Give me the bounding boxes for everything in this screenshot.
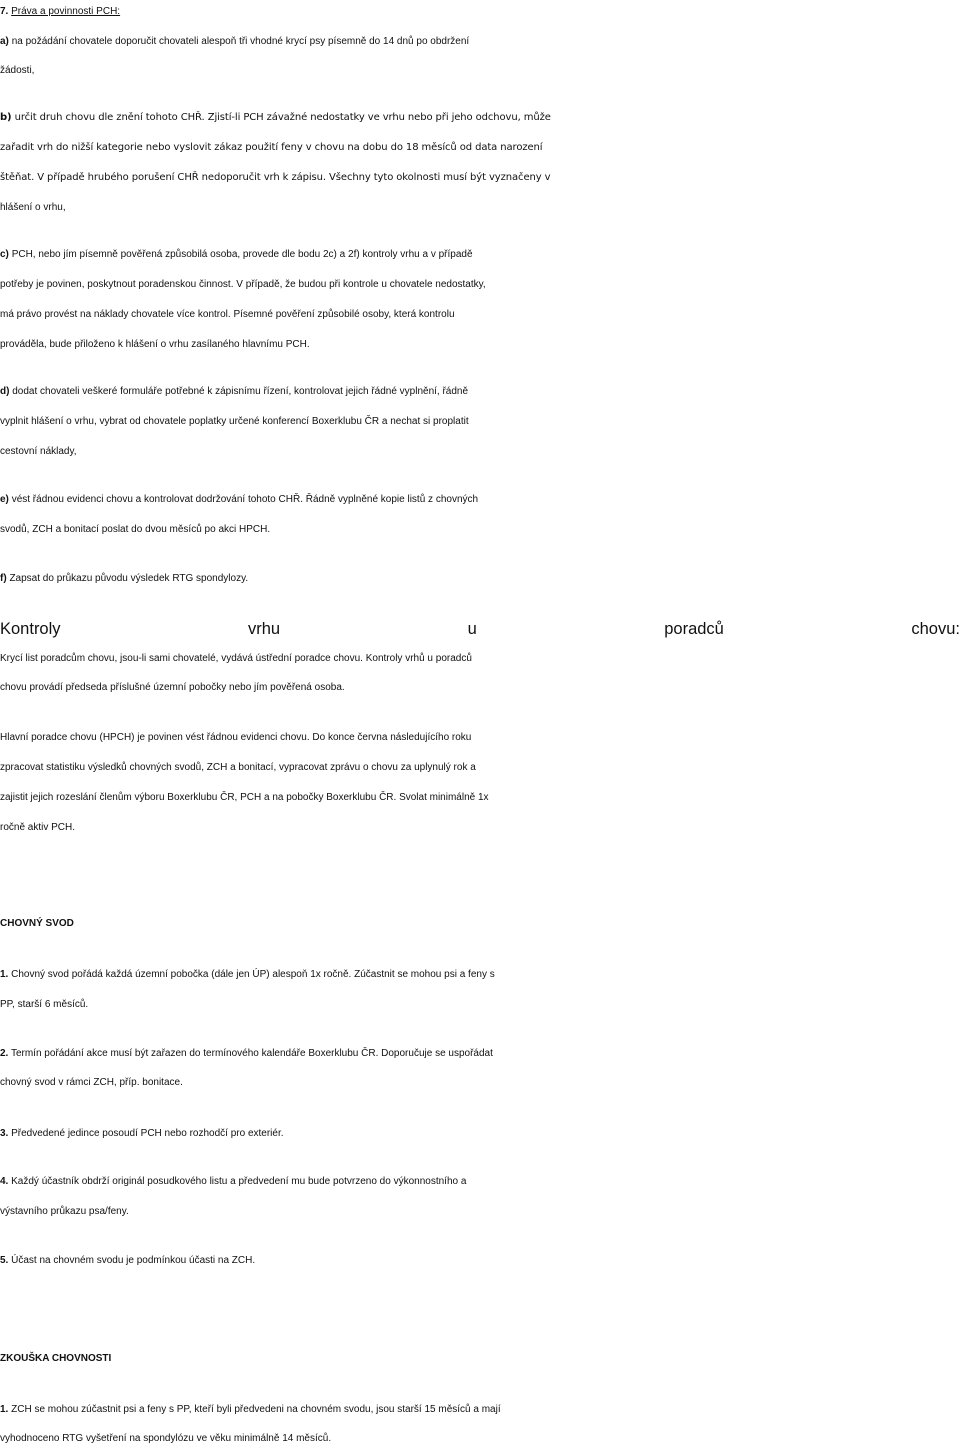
item-b-line-2: zařadit vrh do nižší kategorie nebo vyslovit zákaz použití feny v chovu na dobu do 18 měsíců od data narození <box>0 142 543 153</box>
item-text: vést řádnou evidenci chovu a kontrolovat dodržování tohoto CHŘ. Řádně vyplněné kopie listů z chovných <box>11 494 479 505</box>
svod-item-1-line-2: PP, starší 6 měsíců. <box>0 999 89 1010</box>
word: u <box>467 620 477 638</box>
word: Kontroly <box>0 620 61 638</box>
svod-item-2-line-1 <box>0 1044 960 1064</box>
hpch-line-3: zajistit jejich rozeslání členům výboru Boxerklubu ČR, PCH a na pobočky Boxerklubu ČR. Svolat minimálně 1x <box>0 792 489 803</box>
item-label: e) <box>0 494 9 505</box>
item-text: ZCH se mohou zúčastnit psi a feny s PP, kteří byli předvedeni na chovném svodu, jsou starší 15 měsíců a mají <box>11 1404 501 1415</box>
item-b-line-4: hlášení o vrhu, <box>0 202 66 213</box>
svod-item-1-line-1 <box>0 965 960 985</box>
item-label: f) <box>0 573 7 584</box>
item-text: dodat chovateli veškeré formuláře potřebné k zápisnímu řízení, kontrolovat jejich řádné vyplnění, řádně <box>12 386 469 397</box>
zkouska-heading: ZKOUŠKA CHOVNOSTI <box>0 1353 112 1364</box>
item-label: d) <box>0 386 10 397</box>
section-title: Práva a povinnosti PCH: <box>11 6 121 17</box>
item-text: PCH, nebo jím písemně pověřená způsobilá osoba, provede dle bodu 2c) a 2f) kontroly vrhu a v případě <box>11 249 473 260</box>
hpch-line-2: zpracovat statistiku výsledků chovných svodů, ZCH a bonitací, vypracovat zprávu o chovu za uplynulý rok a <box>0 762 476 773</box>
item-d-line-3: cestovní náklady, <box>0 446 77 457</box>
kontroly-line-2: Krycí list poradcům chovu, jsou-li sami chovatelé, vydává ústřední poradce chovu. Kontroly vrhů u poradců <box>0 653 472 664</box>
item-number: 3. <box>0 1128 9 1139</box>
svod-item-4-line-1 <box>0 1172 960 1192</box>
zkouska-item-1-line-2: vyhodnoceno RTG vyšetření na spondylózu ve věku minimálně 14 měsíců. <box>0 1433 332 1444</box>
svod-item-5-line-1 <box>0 1251 960 1271</box>
item-text: Zapsat do průkazu původu výsledek RTG spondylozy. <box>9 573 249 584</box>
item-label: a) <box>0 36 9 47</box>
item-number: 1. <box>0 1404 9 1415</box>
word: chovu: <box>911 620 960 638</box>
item-text: Účast na chovném svodu je podmínkou účasti na ZCH. <box>11 1255 256 1266</box>
item-text: Termín pořádání akce musí být zařazen do termínového kalendáře Boxerklubu ČR. Doporučuje se uspořádat <box>10 1048 493 1059</box>
item-text: na požádání chovatele doporučit chovateli alespoň tři vhodné krycí psy písemně do 14 dnů po obdržení <box>11 36 470 47</box>
item-d-line-2: vyplnit hlášení o vrhu, vybrat od chovatele poplatky určené konferencí Boxerklubu ČR a nechat si proplatit <box>0 416 469 427</box>
hpch-line-4: ročně aktiv PCH. <box>0 822 76 833</box>
item-number: 4. <box>0 1176 9 1187</box>
item-f-line-1 <box>0 569 960 589</box>
section-heading <box>0 2 960 22</box>
item-number: 5. <box>0 1255 9 1266</box>
word: poradců <box>664 620 724 638</box>
item-c-line-1 <box>0 245 960 265</box>
item-c-line-3: má právo provést na náklady chovatele více kontrol. Písemné pověření způsobilé osoby, která kontrolu <box>0 309 455 320</box>
item-b-line-3: štěňat. V případě hrubého porušení CHŘ nedoporučit vrh k zápisu. Všechny tyto okolnosti musí být vyznačeny v <box>0 172 551 183</box>
item-e-line-2: svodů, ZCH a bonitací poslat do dvou měsíců po akci HPCH. <box>0 524 271 535</box>
kontroly-line-3: chovu provádí předseda příslušné územní pobočky nebo jím pověřená osoba. <box>0 682 345 693</box>
item-text: Chovný svod pořádá každá územní pobočka (dále jen ÚP) alespoň 1x ročně. Zúčastnit se mohou psi a feny s <box>11 969 495 980</box>
item-label: b) <box>0 112 12 123</box>
item-c-line-4: prováděla, bude přiloženo k hlášení o vrhu zasílaného hlavnímu PCH. <box>0 339 310 350</box>
item-e-line-1 <box>0 490 960 510</box>
zkouska-item-1-line-1 <box>0 1400 960 1420</box>
item-c-line-2: potřeby je povinen, poskytnout poradenskou činnost. V případě, že budou při kontrole u chovatele nedostatky, <box>0 279 486 290</box>
item-a-line-1 <box>0 32 960 52</box>
item-b-line-1 <box>0 108 960 128</box>
word: vrhu <box>248 620 281 638</box>
item-text: určit druh chovu dle znění tohoto CHŘ. Zjistí-li PCH závažné nedostatky ve vrhu nebo při jeho odchovu, může <box>14 112 551 123</box>
svod-heading: CHOVNÝ SVOD <box>0 918 74 929</box>
item-number: 1. <box>0 969 9 980</box>
svod-item-3-line-1 <box>0 1124 960 1144</box>
item-a-line-2: žádosti, <box>0 65 35 76</box>
section-number: 7. <box>0 6 9 17</box>
item-number: 2. <box>0 1048 9 1059</box>
svod-item-2-line-2: chovný svod v rámci ZCH, příp. bonitace. <box>0 1077 183 1088</box>
item-text: Předvedené jedince posoudí PCH nebo rozhodčí pro exteriér. <box>11 1128 284 1139</box>
item-d-line-1 <box>0 382 960 402</box>
kontroly-heading-line <box>0 619 960 639</box>
hpch-line-1: Hlavní poradce chovu (HPCH) je povinen vést řádnou evidenci chovu. Do konce června následujícího roku <box>0 732 472 743</box>
svod-item-4-line-2: výstavního průkazu psa/feny. <box>0 1206 129 1217</box>
item-text: Každý účastník obdrží originál posudkového listu a předvedení mu bude potvrzeno do výkonnostního a <box>11 1176 467 1187</box>
item-label: c) <box>0 249 9 260</box>
